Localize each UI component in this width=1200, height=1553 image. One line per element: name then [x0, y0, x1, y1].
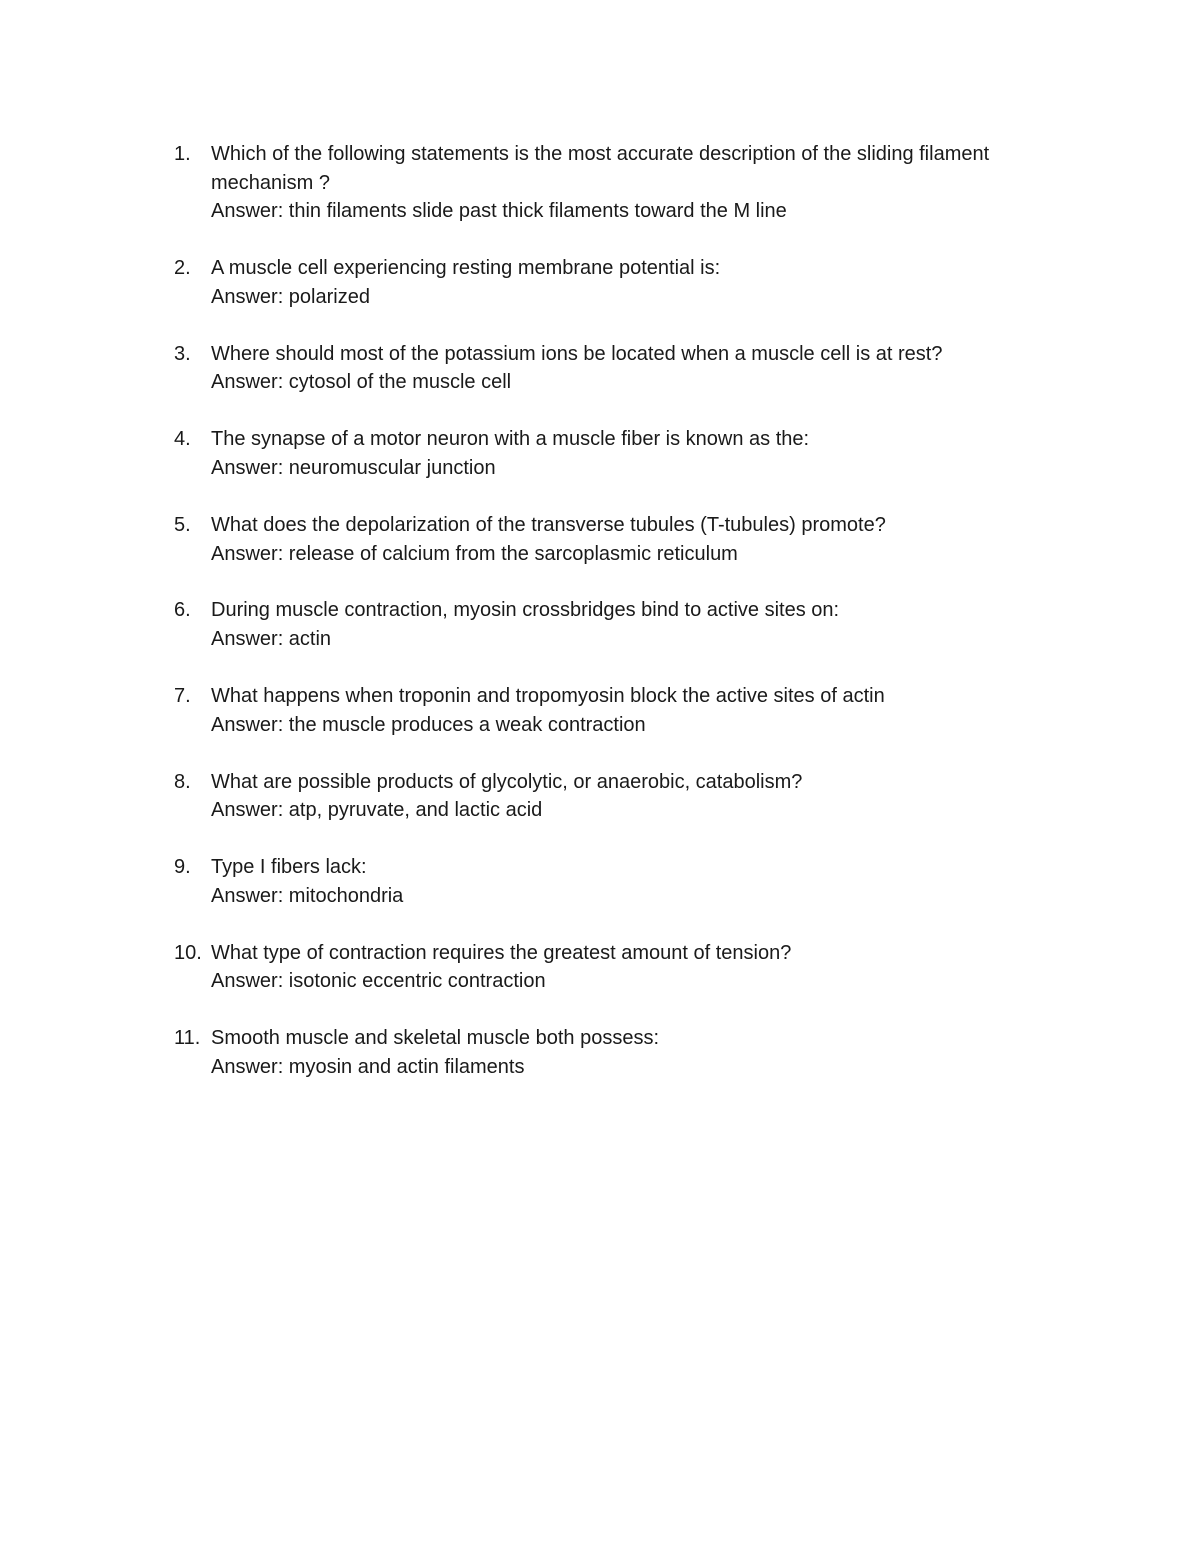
list-item — [174, 682, 1074, 739]
list-item — [174, 853, 1074, 910]
list-item — [174, 140, 1074, 226]
question-number: 9. — [174, 856, 191, 879]
answer-text: Answer: actin — [211, 628, 332, 651]
list-item — [174, 425, 1074, 482]
question-text: What type of contraction requires the greatest amount of tension? — [211, 941, 792, 964]
question-text: What does the depolarization of the transverse tubules (T-tubules) promote? — [211, 513, 886, 536]
question-text: What happens when troponin and tropomyosin block the active sites of actin — [211, 685, 885, 708]
answer-text: Answer: release of calcium from the sarcoplasmic reticulum — [211, 542, 738, 565]
question-number: 5. — [174, 513, 191, 536]
question-text: Type I fibers lack: — [211, 856, 367, 879]
answer-text: Answer: polarized — [211, 285, 370, 308]
list-item — [174, 511, 1074, 568]
question-number: 2. — [174, 257, 191, 280]
question-text: During muscle contraction, myosin crossbridges bind to active sites on: — [211, 599, 840, 622]
question-number: 7. — [174, 685, 191, 708]
answer-text: Answer: myosin and actin filaments — [211, 1055, 525, 1078]
question-text: What are possible products of glycolytic, or anaerobic, catabolism? — [211, 770, 803, 793]
answer-text: Answer: neuromuscular junction — [211, 456, 496, 479]
answer-text: Answer: isotonic eccentric contraction — [211, 970, 546, 993]
question-text: Which of the following statements is the most accurate description of the sliding filament mechanism ? — [211, 143, 990, 194]
answer-text: Answer: the muscle produces a weak contraction — [211, 713, 646, 736]
question-number: 3. — [174, 342, 191, 365]
question-number: 11. — [174, 1027, 201, 1050]
answer-text: Answer: cytosol of the muscle cell — [211, 371, 512, 394]
question-number: 1. — [174, 143, 191, 165]
question-number: 4. — [174, 428, 191, 451]
question-text: Where should most of the potassium ions be located when a muscle cell is at rest? — [211, 342, 943, 365]
question-text: Smooth muscle and skeletal muscle both possess: — [211, 1027, 659, 1050]
list-item — [174, 254, 1074, 311]
question-list — [174, 140, 1074, 1110]
question-text: The synapse of a motor neuron with a muscle fiber is known as the: — [211, 428, 810, 451]
list-item — [174, 939, 1074, 996]
question-number: 10. — [174, 941, 202, 964]
list-item — [174, 768, 1074, 825]
question-number: 6. — [174, 599, 191, 622]
list-item — [174, 340, 1074, 397]
answer-text: Answer: atp, pyruvate, and lactic acid — [211, 799, 543, 822]
answer-text: Answer: thin filaments slide past thick filaments toward the M line — [211, 200, 787, 223]
list-item — [174, 596, 1074, 653]
question-number: 8. — [174, 770, 191, 793]
answer-text: Answer: mitochondria — [211, 884, 404, 907]
question-text: A muscle cell experiencing resting membrane potential is: — [211, 257, 721, 280]
list-item — [174, 1024, 1074, 1081]
